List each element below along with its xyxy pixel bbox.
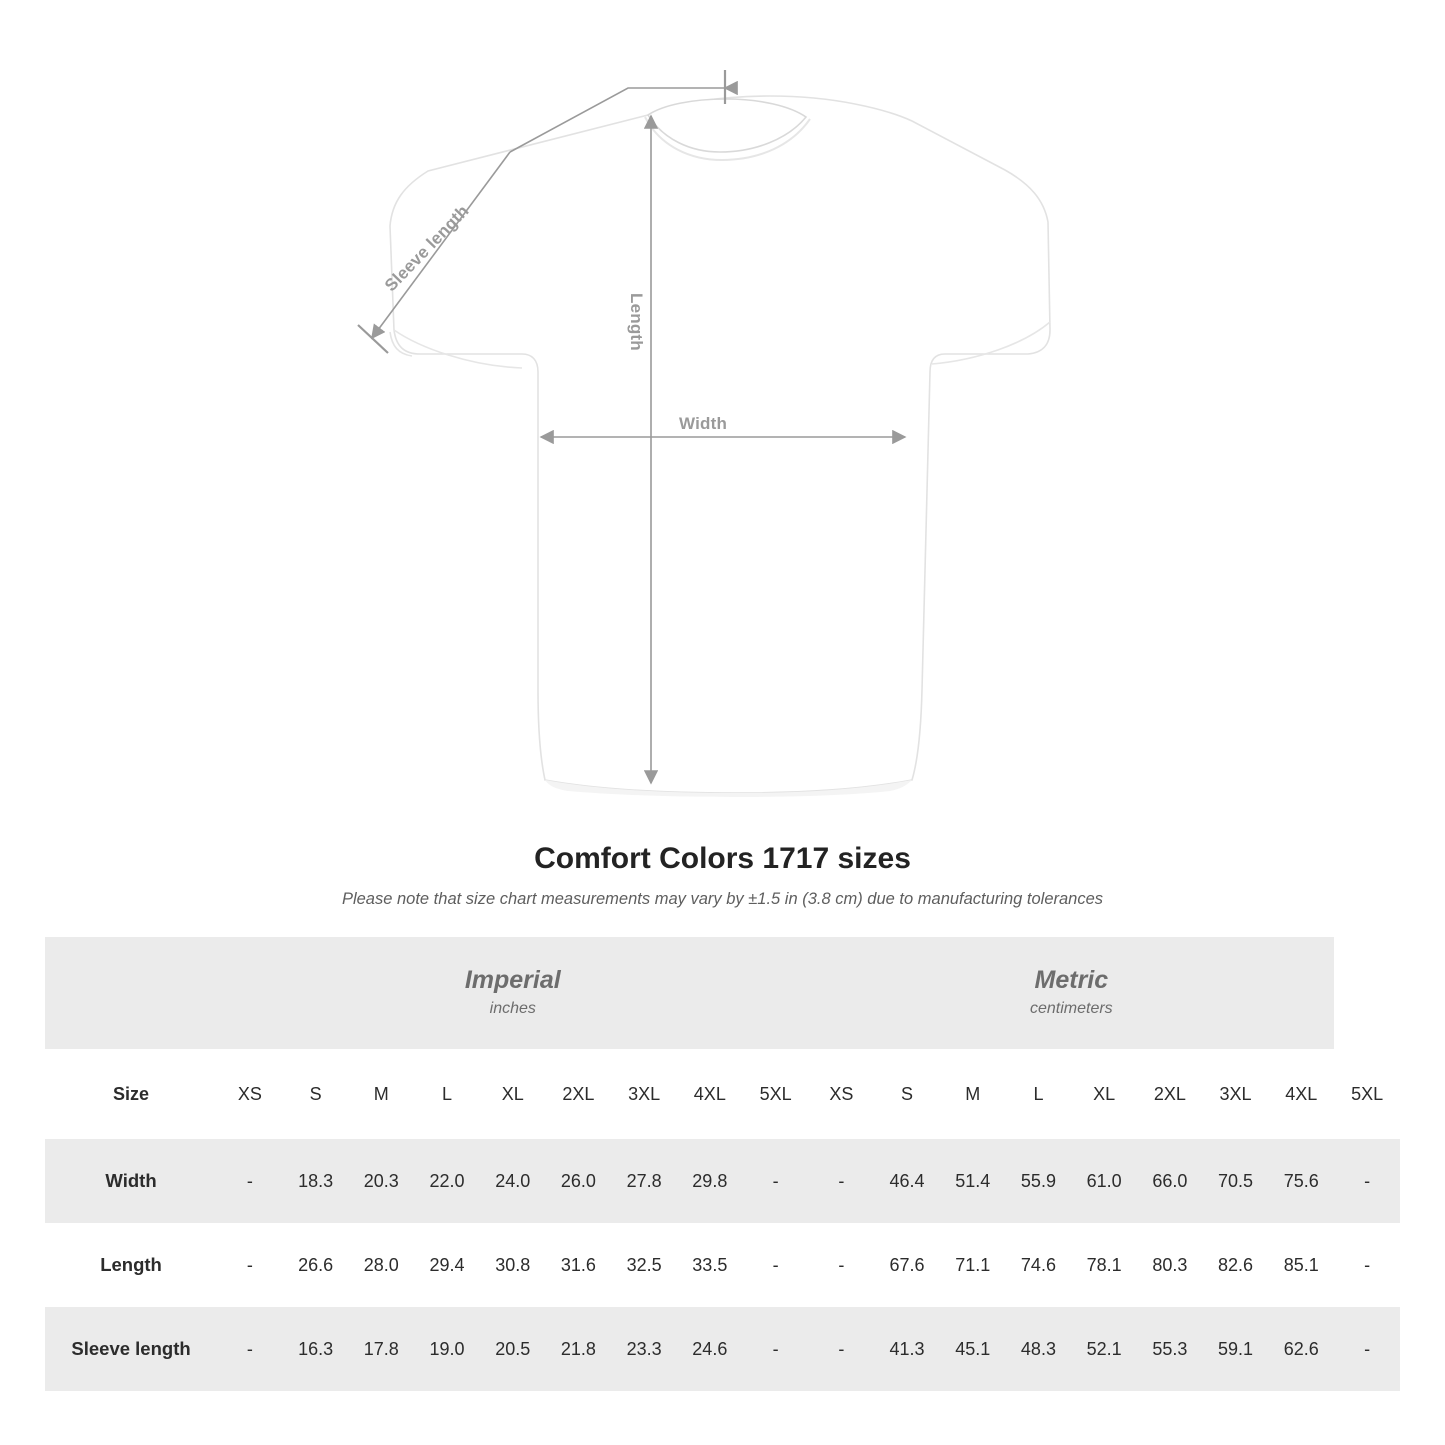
- cell-sleeve-metric-4xl: 62.6: [1268, 1307, 1334, 1391]
- unit-imperial-sub: inches: [489, 999, 536, 1017]
- cell-sleeve-metric-2xl: 55.3: [1137, 1307, 1203, 1391]
- cell-length-imperial-5xl: -: [743, 1223, 809, 1307]
- table-row-sleeve-length: [45, 1307, 1400, 1391]
- unit-header-imperial: [217, 937, 808, 1049]
- cell-length-metric-xs: -: [808, 1223, 874, 1307]
- cell-sleeve-imperial-5xl: -: [743, 1307, 809, 1391]
- cell-sleeve-metric-l: 48.3: [1006, 1307, 1072, 1391]
- cell-length-imperial-s: 26.6: [283, 1223, 349, 1307]
- cell-sleeve-imperial-xl: 20.5: [480, 1307, 546, 1391]
- size-col-imperial-3xl: 3XL: [611, 1049, 677, 1139]
- cell-sleeve-metric-5xl: -: [1334, 1307, 1400, 1391]
- cell-width-imperial-xl: 24.0: [480, 1139, 546, 1223]
- title-block: [0, 842, 1445, 909]
- cell-length-metric-l: 74.6: [1006, 1223, 1072, 1307]
- size-col-metric-l: L: [1006, 1049, 1072, 1139]
- row-label-width: Width: [45, 1139, 217, 1223]
- size-col-imperial-m: M: [348, 1049, 414, 1139]
- size-col-metric-4xl: 4XL: [1268, 1049, 1334, 1139]
- cell-width-imperial-s: 18.3: [283, 1139, 349, 1223]
- measurement-note: Please note that size chart measurements may vary by ±1.5 in (3.8 cm) due to manufacturing tolerances: [341, 890, 1104, 908]
- cell-width-metric-4xl: 75.6: [1268, 1139, 1334, 1223]
- size-col-imperial-2xl: 2XL: [546, 1049, 612, 1139]
- cell-sleeve-metric-xl: 52.1: [1071, 1307, 1137, 1391]
- cell-width-metric-2xl: 66.0: [1137, 1139, 1203, 1223]
- cell-width-metric-m: 51.4: [940, 1139, 1006, 1223]
- size-col-imperial-l: L: [414, 1049, 480, 1139]
- cell-length-imperial-3xl: 32.5: [611, 1223, 677, 1307]
- cell-length-metric-xl: 78.1: [1071, 1223, 1137, 1307]
- unit-header-metric: [808, 937, 1334, 1049]
- cell-width-imperial-l: 22.0: [414, 1139, 480, 1223]
- size-col-imperial-5xl: 5XL: [743, 1049, 809, 1139]
- cell-length-metric-3xl: 82.6: [1203, 1223, 1269, 1307]
- size-col-imperial-xs: XS: [217, 1049, 283, 1139]
- cell-length-imperial-l: 29.4: [414, 1223, 480, 1307]
- cell-width-imperial-3xl: 27.8: [611, 1139, 677, 1223]
- size-col-metric-s: S: [874, 1049, 940, 1139]
- cell-sleeve-metric-s: 41.3: [874, 1307, 940, 1391]
- width-dimension-label: Width: [679, 414, 728, 433]
- cell-width-imperial-5xl: -: [743, 1139, 809, 1223]
- size-table-wrapper: [45, 937, 1400, 1391]
- table-row-length: [45, 1223, 1400, 1307]
- cell-width-imperial-xs: -: [217, 1139, 283, 1223]
- cell-width-imperial-m: 20.3: [348, 1139, 414, 1223]
- cell-sleeve-imperial-xs: -: [217, 1307, 283, 1391]
- cell-sleeve-imperial-2xl: 21.8: [546, 1307, 612, 1391]
- cell-length-imperial-2xl: 31.6: [546, 1223, 612, 1307]
- size-col-metric-5xl: 5XL: [1334, 1049, 1400, 1139]
- size-col-metric-m: M: [940, 1049, 1006, 1139]
- cell-sleeve-imperial-m: 17.8: [348, 1307, 414, 1391]
- cell-sleeve-imperial-3xl: 23.3: [611, 1307, 677, 1391]
- cell-width-imperial-2xl: 26.0: [546, 1139, 612, 1223]
- cell-sleeve-imperial-4xl: 24.6: [677, 1307, 743, 1391]
- cell-length-metric-4xl: 85.1: [1268, 1223, 1334, 1307]
- cell-width-metric-xs: -: [808, 1139, 874, 1223]
- cell-width-metric-l: 55.9: [1006, 1139, 1072, 1223]
- cell-sleeve-imperial-l: 19.0: [414, 1307, 480, 1391]
- cell-width-imperial-4xl: 29.8: [677, 1139, 743, 1223]
- cell-sleeve-metric-m: 45.1: [940, 1307, 1006, 1391]
- cell-length-imperial-m: 28.0: [348, 1223, 414, 1307]
- row-label-sleeve-length: Sleeve length: [45, 1307, 217, 1391]
- table-row-width: [45, 1139, 1400, 1223]
- size-col-imperial-xl: XL: [480, 1049, 546, 1139]
- tshirt-shape: [390, 96, 1050, 797]
- cell-length-imperial-4xl: 33.5: [677, 1223, 743, 1307]
- cell-width-metric-s: 46.4: [874, 1139, 940, 1223]
- unit-imperial-name: Imperial: [464, 966, 561, 995]
- length-dimension-label: Length: [627, 293, 646, 351]
- cell-length-imperial-xs: -: [217, 1223, 283, 1307]
- unit-metric-name: Metric: [1034, 966, 1109, 995]
- size-col-imperial-4xl: 4XL: [677, 1049, 743, 1139]
- cell-length-imperial-xl: 30.8: [480, 1223, 546, 1307]
- cell-length-metric-s: 67.6: [874, 1223, 940, 1307]
- page-title: Comfort Colors 1717 sizes: [534, 842, 911, 875]
- cell-sleeve-metric-xs: -: [808, 1307, 874, 1391]
- cell-sleeve-metric-3xl: 59.1: [1203, 1307, 1269, 1391]
- size-col-metric-3xl: 3XL: [1203, 1049, 1269, 1139]
- unit-metric-sub: centimeters: [1029, 999, 1113, 1017]
- size-table: [45, 937, 1400, 1391]
- cell-sleeve-imperial-s: 16.3: [283, 1307, 349, 1391]
- cell-width-metric-3xl: 70.5: [1203, 1139, 1269, 1223]
- size-header-label: Size: [45, 1049, 217, 1139]
- cell-length-metric-2xl: 80.3: [1137, 1223, 1203, 1307]
- size-col-metric-xl: XL: [1071, 1049, 1137, 1139]
- size-header-row: [45, 1049, 1400, 1139]
- size-col-metric-2xl: 2XL: [1137, 1049, 1203, 1139]
- sleeve-length-dimension-label: Sleeve length: [381, 201, 473, 296]
- unit-header-spacer: [45, 937, 217, 1049]
- size-col-imperial-s: S: [283, 1049, 349, 1139]
- cell-width-metric-xl: 61.0: [1071, 1139, 1137, 1223]
- cell-length-metric-5xl: -: [1334, 1223, 1400, 1307]
- size-col-metric-xs: XS: [808, 1049, 874, 1139]
- row-label-length: Length: [45, 1223, 217, 1307]
- unit-header-row: [45, 937, 1400, 1049]
- cell-width-metric-5xl: -: [1334, 1139, 1400, 1223]
- cell-length-metric-m: 71.1: [940, 1223, 1006, 1307]
